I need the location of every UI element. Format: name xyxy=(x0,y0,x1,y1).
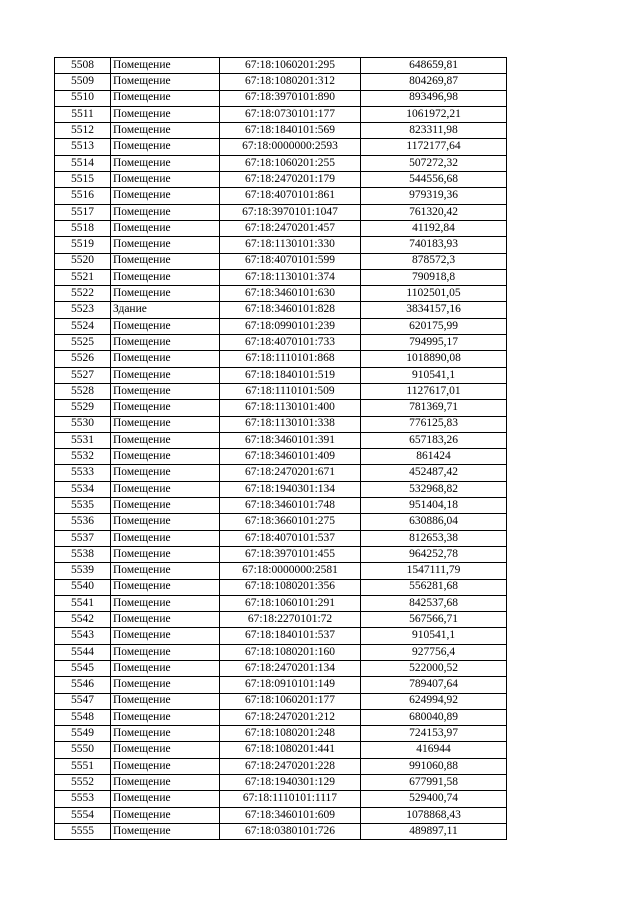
row-number-cell: 5550 xyxy=(55,742,111,758)
object-type-cell: Помещение xyxy=(111,139,220,155)
table-row xyxy=(55,237,507,253)
row-number-cell: 5540 xyxy=(55,579,111,595)
object-type-cell: Помещение xyxy=(111,677,220,693)
cadastral-number-cell: 67:18:0380101:726 xyxy=(220,823,361,839)
object-type-cell: Помещение xyxy=(111,823,220,839)
row-number-cell: 5524 xyxy=(55,318,111,334)
table-row xyxy=(55,351,507,367)
table-row xyxy=(55,498,507,514)
object-type-cell: Помещение xyxy=(111,416,220,432)
table-row xyxy=(55,546,507,562)
row-number-cell: 5528 xyxy=(55,383,111,399)
cadastral-value-cell: 3834157,16 xyxy=(361,302,507,318)
table-row xyxy=(55,742,507,758)
row-number-cell: 5536 xyxy=(55,514,111,530)
cadastral-value-cell: 41192,84 xyxy=(361,220,507,236)
table-row xyxy=(55,481,507,497)
table-row xyxy=(55,807,507,823)
row-number-cell: 5539 xyxy=(55,563,111,579)
cadastral-number-cell: 67:18:3460101:391 xyxy=(220,432,361,448)
table-row xyxy=(55,465,507,481)
cadastral-number-cell: 67:18:0000000:2593 xyxy=(220,139,361,155)
row-number-cell: 5545 xyxy=(55,660,111,676)
row-number-cell: 5508 xyxy=(55,58,111,74)
cadastral-number-cell: 67:18:1060201:177 xyxy=(220,693,361,709)
cadastral-value-cell: 781369,71 xyxy=(361,400,507,416)
cadastral-value-cell: 1061972,21 xyxy=(361,106,507,122)
cadastral-number-cell: 67:18:1080201:160 xyxy=(220,644,361,660)
cadastral-value-cell: 794995,17 xyxy=(361,335,507,351)
cadastral-value-cell: 823311,98 xyxy=(361,123,507,139)
table-row xyxy=(55,367,507,383)
object-type-cell: Помещение xyxy=(111,318,220,334)
table-row xyxy=(55,335,507,351)
object-type-cell: Помещение xyxy=(111,123,220,139)
object-type-cell: Помещение xyxy=(111,807,220,823)
cadastral-number-cell: 67:18:1940301:134 xyxy=(220,481,361,497)
object-type-cell: Помещение xyxy=(111,90,220,106)
object-type-cell: Помещение xyxy=(111,726,220,742)
cadastral-number-cell: 67:18:3970101:890 xyxy=(220,90,361,106)
row-number-cell: 5525 xyxy=(55,335,111,351)
cadastral-number-cell: 67:18:1840101:537 xyxy=(220,628,361,644)
row-number-cell: 5554 xyxy=(55,807,111,823)
table-row xyxy=(55,172,507,188)
cadastral-number-cell: 67:18:1940301:129 xyxy=(220,775,361,791)
row-number-cell: 5509 xyxy=(55,74,111,90)
cadastral-value-cell: 789407,64 xyxy=(361,677,507,693)
table-row xyxy=(55,726,507,742)
row-number-cell: 5516 xyxy=(55,188,111,204)
row-number-cell: 5520 xyxy=(55,253,111,269)
cadastral-value-cell: 648659,81 xyxy=(361,58,507,74)
object-type-cell: Помещение xyxy=(111,400,220,416)
cadastral-value-cell: 677991,58 xyxy=(361,775,507,791)
cadastral-value-cell: 910541,1 xyxy=(361,367,507,383)
object-type-cell: Помещение xyxy=(111,449,220,465)
row-number-cell: 5549 xyxy=(55,726,111,742)
cadastral-value-cell: 842537,68 xyxy=(361,595,507,611)
cadastral-number-cell: 67:18:2470201:671 xyxy=(220,465,361,481)
cadastral-number-cell: 67:18:4070101:733 xyxy=(220,335,361,351)
cadastral-number-cell: 67:18:1080201:441 xyxy=(220,742,361,758)
cadastral-value-cell: 740183,93 xyxy=(361,237,507,253)
row-number-cell: 5530 xyxy=(55,416,111,432)
row-number-cell: 5542 xyxy=(55,612,111,628)
row-number-cell: 5523 xyxy=(55,302,111,318)
table-body xyxy=(55,58,507,840)
row-number-cell: 5511 xyxy=(55,106,111,122)
cadastral-value-cell: 927756,4 xyxy=(361,644,507,660)
cadastral-value-cell: 624994,92 xyxy=(361,693,507,709)
row-number-cell: 5526 xyxy=(55,351,111,367)
cadastral-number-cell: 67:18:1130101:374 xyxy=(220,269,361,285)
cadastral-number-cell: 67:18:3460101:630 xyxy=(220,286,361,302)
row-number-cell: 5512 xyxy=(55,123,111,139)
row-number-cell: 5531 xyxy=(55,432,111,448)
table-row xyxy=(55,318,507,334)
cadastral-value-cell: 724153,97 xyxy=(361,726,507,742)
cadastral-value-cell: 893496,98 xyxy=(361,90,507,106)
table-row xyxy=(55,204,507,220)
object-type-cell: Помещение xyxy=(111,563,220,579)
cadastral-value-cell: 489897,11 xyxy=(361,823,507,839)
cadastral-value-cell: 416944 xyxy=(361,742,507,758)
cadastral-number-cell: 67:18:0990101:239 xyxy=(220,318,361,334)
cadastral-value-cell: 776125,83 xyxy=(361,416,507,432)
cadastral-number-cell: 67:18:0000000:2581 xyxy=(220,563,361,579)
cadastral-number-cell: 67:18:1110101:1117 xyxy=(220,791,361,807)
table-row xyxy=(55,644,507,660)
table-row xyxy=(55,155,507,171)
table-row xyxy=(55,400,507,416)
table-row xyxy=(55,677,507,693)
object-type-cell: Помещение xyxy=(111,595,220,611)
object-type-cell: Помещение xyxy=(111,188,220,204)
cadastral-value-cell: 544556,68 xyxy=(361,172,507,188)
cadastral-number-cell: 67:18:1060201:295 xyxy=(220,58,361,74)
row-number-cell: 5519 xyxy=(55,237,111,253)
cadastral-value-cell: 812653,38 xyxy=(361,530,507,546)
table-row xyxy=(55,612,507,628)
row-number-cell: 5551 xyxy=(55,758,111,774)
cadastral-value-cell: 790918,8 xyxy=(361,269,507,285)
cadastral-number-cell: 67:18:4070101:599 xyxy=(220,253,361,269)
cadastral-value-cell: 532968,82 xyxy=(361,481,507,497)
cadastral-value-cell: 910541,1 xyxy=(361,628,507,644)
row-number-cell: 5510 xyxy=(55,90,111,106)
table-row xyxy=(55,90,507,106)
table-row xyxy=(55,628,507,644)
cadastral-value-cell: 620175,99 xyxy=(361,318,507,334)
cadastral-number-cell: 67:18:1130101:400 xyxy=(220,400,361,416)
table-row xyxy=(55,74,507,90)
row-number-cell: 5543 xyxy=(55,628,111,644)
cadastral-number-cell: 67:18:2470201:134 xyxy=(220,660,361,676)
object-type-cell: Помещение xyxy=(111,644,220,660)
object-type-cell: Помещение xyxy=(111,220,220,236)
table-row xyxy=(55,823,507,839)
object-type-cell: Помещение xyxy=(111,253,220,269)
cadastral-number-cell: 67:18:4070101:537 xyxy=(220,530,361,546)
object-type-cell: Помещение xyxy=(111,514,220,530)
cadastral-value-cell: 630886,04 xyxy=(361,514,507,530)
object-type-cell: Помещение xyxy=(111,628,220,644)
cadastral-number-cell: 67:18:3970101:1047 xyxy=(220,204,361,220)
table-row xyxy=(55,579,507,595)
cadastral-value-cell: 1172177,64 xyxy=(361,139,507,155)
object-type-cell: Помещение xyxy=(111,155,220,171)
row-number-cell: 5537 xyxy=(55,530,111,546)
cadastral-number-cell: 67:18:2470201:457 xyxy=(220,220,361,236)
object-type-cell: Помещение xyxy=(111,204,220,220)
object-type-cell: Помещение xyxy=(111,351,220,367)
table-row xyxy=(55,106,507,122)
table-row xyxy=(55,595,507,611)
object-type-cell: Помещение xyxy=(111,269,220,285)
object-type-cell: Помещение xyxy=(111,693,220,709)
cadastral-value-cell: 761320,42 xyxy=(361,204,507,220)
object-type-cell: Помещение xyxy=(111,74,220,90)
cadastral-number-cell: 67:18:1060201:255 xyxy=(220,155,361,171)
table-row xyxy=(55,709,507,725)
row-number-cell: 5521 xyxy=(55,269,111,285)
cadastral-number-cell: 67:18:2270101:72 xyxy=(220,612,361,628)
row-number-cell: 5513 xyxy=(55,139,111,155)
cadastral-number-cell: 67:18:1130101:338 xyxy=(220,416,361,432)
cadastral-value-cell: 964252,78 xyxy=(361,546,507,562)
cadastral-value-table xyxy=(54,57,507,840)
cadastral-value-cell: 507272,32 xyxy=(361,155,507,171)
table-row xyxy=(55,383,507,399)
row-number-cell: 5535 xyxy=(55,498,111,514)
cadastral-value-cell: 567566,71 xyxy=(361,612,507,628)
table-row xyxy=(55,269,507,285)
object-type-cell: Помещение xyxy=(111,172,220,188)
cadastral-value-cell: 1102501,05 xyxy=(361,286,507,302)
object-type-cell: Помещение xyxy=(111,58,220,74)
cadastral-value-cell: 1078868,43 xyxy=(361,807,507,823)
object-type-cell: Помещение xyxy=(111,530,220,546)
table-row xyxy=(55,660,507,676)
row-number-cell: 5533 xyxy=(55,465,111,481)
row-number-cell: 5548 xyxy=(55,709,111,725)
cadastral-value-cell: 991060,88 xyxy=(361,758,507,774)
row-number-cell: 5532 xyxy=(55,449,111,465)
object-type-cell: Помещение xyxy=(111,335,220,351)
object-type-cell: Помещение xyxy=(111,791,220,807)
cadastral-number-cell: 67:18:3970101:455 xyxy=(220,546,361,562)
object-type-cell: Помещение xyxy=(111,612,220,628)
row-number-cell: 5546 xyxy=(55,677,111,693)
table-row xyxy=(55,188,507,204)
cadastral-value-cell: 529400,74 xyxy=(361,791,507,807)
table-row xyxy=(55,253,507,269)
table-row xyxy=(55,693,507,709)
object-type-cell: Помещение xyxy=(111,237,220,253)
object-type-cell: Помещение xyxy=(111,286,220,302)
cadastral-value-cell: 979319,36 xyxy=(361,188,507,204)
cadastral-number-cell: 67:18:3460101:609 xyxy=(220,807,361,823)
cadastral-value-cell: 522000,52 xyxy=(361,660,507,676)
cadastral-value-cell: 804269,87 xyxy=(361,74,507,90)
table-row xyxy=(55,449,507,465)
object-type-cell: Помещение xyxy=(111,465,220,481)
cadastral-number-cell: 67:18:2470201:179 xyxy=(220,172,361,188)
table-row xyxy=(55,286,507,302)
object-type-cell: Помещение xyxy=(111,106,220,122)
cadastral-number-cell: 67:18:1060101:291 xyxy=(220,595,361,611)
cadastral-number-cell: 67:18:1080201:356 xyxy=(220,579,361,595)
row-number-cell: 5547 xyxy=(55,693,111,709)
cadastral-number-cell: 67:18:1840101:569 xyxy=(220,123,361,139)
cadastral-number-cell: 67:18:2470201:212 xyxy=(220,709,361,725)
cadastral-number-cell: 67:18:0730101:177 xyxy=(220,106,361,122)
table-row xyxy=(55,123,507,139)
cadastral-number-cell: 67:18:3460101:748 xyxy=(220,498,361,514)
cadastral-number-cell: 67:18:3460101:409 xyxy=(220,449,361,465)
cadastral-number-cell: 67:18:1080201:312 xyxy=(220,74,361,90)
table-row xyxy=(55,432,507,448)
object-type-cell: Помещение xyxy=(111,546,220,562)
object-type-cell: Помещение xyxy=(111,709,220,725)
object-type-cell: Помещение xyxy=(111,383,220,399)
object-type-cell: Помещение xyxy=(111,775,220,791)
object-type-cell: Помещение xyxy=(111,367,220,383)
cadastral-number-cell: 67:18:4070101:861 xyxy=(220,188,361,204)
table-row xyxy=(55,530,507,546)
cadastral-number-cell: 67:18:1110101:509 xyxy=(220,383,361,399)
row-number-cell: 5555 xyxy=(55,823,111,839)
row-number-cell: 5544 xyxy=(55,644,111,660)
cadastral-number-cell: 67:18:3460101:828 xyxy=(220,302,361,318)
row-number-cell: 5534 xyxy=(55,481,111,497)
cadastral-value-cell: 680040,89 xyxy=(361,709,507,725)
cadastral-value-cell: 556281,68 xyxy=(361,579,507,595)
row-number-cell: 5517 xyxy=(55,204,111,220)
cadastral-number-cell: 67:18:1130101:330 xyxy=(220,237,361,253)
cadastral-number-cell: 67:18:1110101:868 xyxy=(220,351,361,367)
cadastral-number-cell: 67:18:3660101:275 xyxy=(220,514,361,530)
row-number-cell: 5541 xyxy=(55,595,111,611)
row-number-cell: 5527 xyxy=(55,367,111,383)
cadastral-value-cell: 452487,42 xyxy=(361,465,507,481)
row-number-cell: 5514 xyxy=(55,155,111,171)
cadastral-value-cell: 1018890,08 xyxy=(361,351,507,367)
table-row xyxy=(55,563,507,579)
row-number-cell: 5538 xyxy=(55,546,111,562)
table-row xyxy=(55,58,507,74)
object-type-cell: Помещение xyxy=(111,432,220,448)
table-row xyxy=(55,514,507,530)
cadastral-value-cell: 951404,18 xyxy=(361,498,507,514)
object-type-cell: Помещение xyxy=(111,579,220,595)
object-type-cell: Помещение xyxy=(111,481,220,497)
object-type-cell: Помещение xyxy=(111,758,220,774)
cadastral-value-cell: 1127617,01 xyxy=(361,383,507,399)
row-number-cell: 5553 xyxy=(55,791,111,807)
table-row xyxy=(55,758,507,774)
cadastral-number-cell: 67:18:2470201:228 xyxy=(220,758,361,774)
object-type-cell: Здание xyxy=(111,302,220,318)
cadastral-value-cell: 861424 xyxy=(361,449,507,465)
cadastral-number-cell: 67:18:1840101:519 xyxy=(220,367,361,383)
table-row xyxy=(55,416,507,432)
row-number-cell: 5552 xyxy=(55,775,111,791)
cadastral-value-cell: 878572,3 xyxy=(361,253,507,269)
cadastral-value-cell: 1547111,79 xyxy=(361,563,507,579)
table-row xyxy=(55,220,507,236)
object-type-cell: Помещение xyxy=(111,742,220,758)
table-row xyxy=(55,791,507,807)
cadastral-number-cell: 67:18:0910101:149 xyxy=(220,677,361,693)
cadastral-number-cell: 67:18:1080201:248 xyxy=(220,726,361,742)
table-row xyxy=(55,775,507,791)
object-type-cell: Помещение xyxy=(111,660,220,676)
table-row xyxy=(55,302,507,318)
row-number-cell: 5518 xyxy=(55,220,111,236)
table-row xyxy=(55,139,507,155)
row-number-cell: 5529 xyxy=(55,400,111,416)
row-number-cell: 5522 xyxy=(55,286,111,302)
object-type-cell: Помещение xyxy=(111,498,220,514)
cadastral-value-cell: 657183,26 xyxy=(361,432,507,448)
row-number-cell: 5515 xyxy=(55,172,111,188)
